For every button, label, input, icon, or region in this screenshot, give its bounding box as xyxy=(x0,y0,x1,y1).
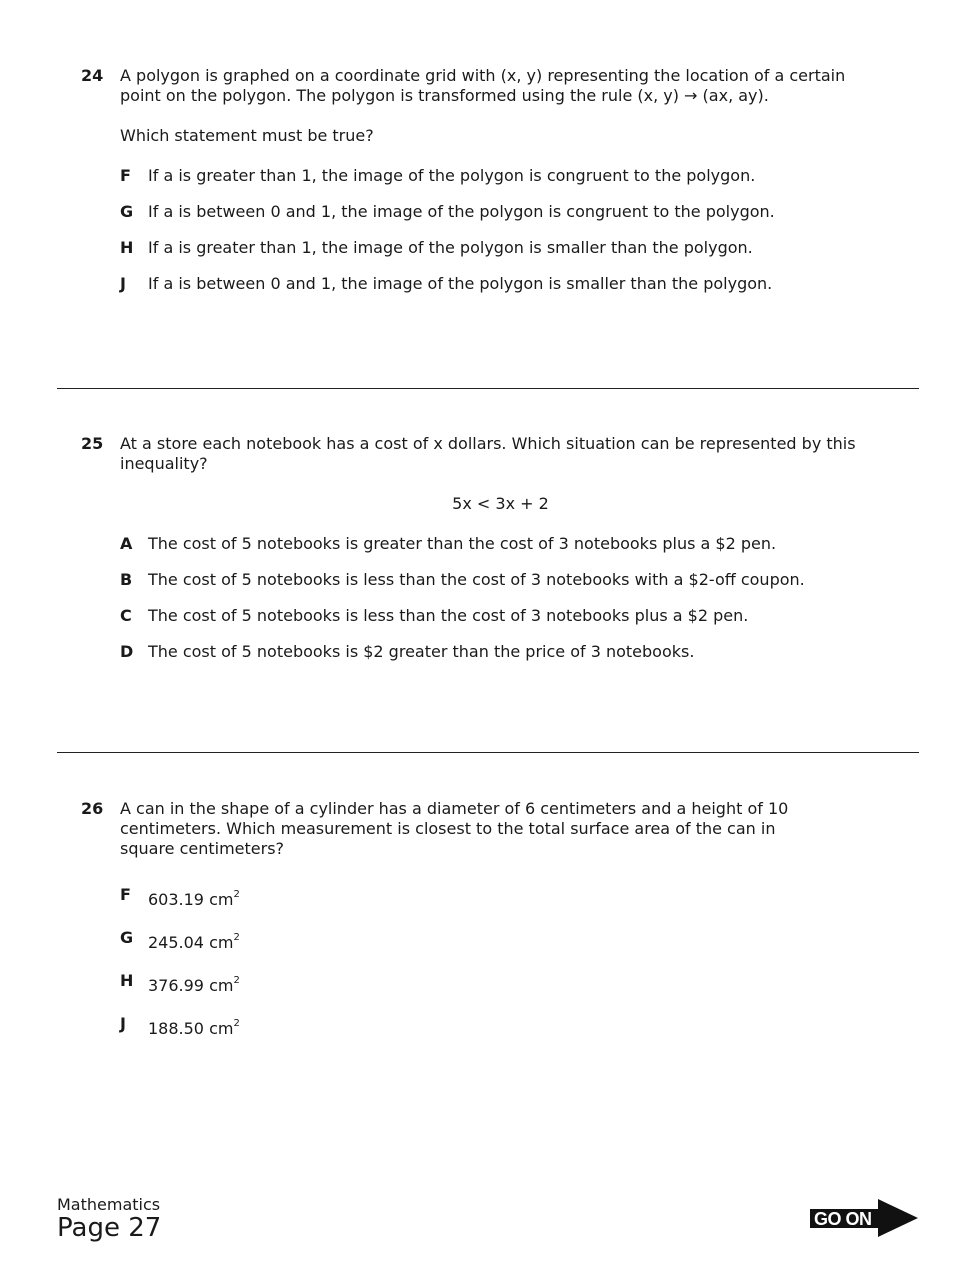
go-on-label: GO ON xyxy=(814,1209,872,1229)
stem-text: A polygon is graphed on a coordinate grid with (x, y) representing the location of a certain point on the polygon. The polygon is transformed using the rule (x, y) → (ax, ay). xyxy=(120,66,846,105)
answer-choice-b[interactable] xyxy=(120,570,881,606)
choice-letter: H xyxy=(120,971,134,990)
choice-letter: G xyxy=(120,928,134,947)
choice-text: If a is between 0 and 1, the image of the polygon is congruent to the polygon. xyxy=(148,202,775,221)
question-25 xyxy=(81,434,881,678)
choice-text: If a is greater than 1, the image of the polygon is congruent to the polygon. xyxy=(148,166,756,185)
choice-letter: F xyxy=(120,166,131,185)
answer-choices xyxy=(120,166,881,310)
question-stem xyxy=(120,799,810,859)
answer-choice-f[interactable] xyxy=(120,885,881,928)
answer-choice-c[interactable] xyxy=(120,606,881,642)
choice-value: 376.99 $cm^2$ xyxy=(148,975,240,995)
choice-letter: G xyxy=(120,202,134,221)
answer-choice-d[interactable] xyxy=(120,642,881,678)
stem-prompt: Which statement must be true? xyxy=(120,126,374,145)
choice-text: The cost of 5 notebooks is $2 greater than the price of 3 notebooks. xyxy=(148,642,695,661)
choice-letter: B xyxy=(120,570,133,589)
question-number: 26 xyxy=(81,799,104,818)
footer-page-number: Page 27 xyxy=(57,1213,162,1243)
stem-text: A can in the shape of a cylinder has a diameter of 6 centimeters and a height of 10 centimeters. Which measurement is closest to the total surface area of the can in square centimeters? xyxy=(120,799,789,858)
section-divider xyxy=(57,752,919,753)
answer-choice-j[interactable] xyxy=(120,1014,881,1057)
question-stem xyxy=(120,66,881,146)
answer-choices xyxy=(120,534,881,678)
choice-value: 245.04 $cm^2$ xyxy=(148,932,240,952)
section-divider xyxy=(57,388,919,389)
choice-letter: C xyxy=(120,606,132,625)
choice-letter: A xyxy=(120,534,133,553)
choice-text: If a is between 0 and 1, the image of the polygon is smaller than the polygon. xyxy=(148,274,773,293)
answer-choice-g[interactable] xyxy=(120,928,881,971)
answer-choice-h[interactable] xyxy=(120,238,881,274)
answer-choice-f[interactable] xyxy=(120,166,881,202)
choice-letter: H xyxy=(120,238,134,257)
question-24 xyxy=(81,66,881,310)
question-stem xyxy=(120,434,881,514)
question-number: 25 xyxy=(81,434,104,453)
question-26 xyxy=(81,799,881,1057)
choice-letter: J xyxy=(120,274,126,293)
inequality: 5x < 3x + 2 xyxy=(452,494,549,513)
choice-text: If a is greater than 1, the image of the polygon is smaller than the polygon. xyxy=(148,238,753,257)
answer-choice-g[interactable] xyxy=(120,202,881,238)
go-on-button[interactable] xyxy=(810,1197,920,1239)
choice-letter: F xyxy=(120,885,131,904)
choice-value: 603.19 $cm^2$ xyxy=(148,889,240,909)
choice-text: The cost of 5 notebooks is less than the cost of 3 notebooks plus a $2 pen. xyxy=(148,606,749,625)
choice-letter: J xyxy=(120,1014,126,1033)
answer-choice-h[interactable] xyxy=(120,971,881,1014)
footer-subject: Mathematics xyxy=(57,1195,161,1214)
question-number: 24 xyxy=(81,66,104,85)
answer-choice-a[interactable] xyxy=(120,534,881,570)
answer-choice-j[interactable] xyxy=(120,274,881,310)
choice-text: The cost of 5 notebooks is less than the cost of 3 notebooks with a $2-off coupon. xyxy=(148,570,805,589)
choice-text: The cost of 5 notebooks is greater than the cost of 3 notebooks plus a $2 pen. xyxy=(148,534,777,553)
stem-text: At a store each notebook has a cost of x dollars. Which situation can be represented by this inequality? xyxy=(120,434,856,473)
choice-value: 188.50 $cm^2$ xyxy=(148,1018,240,1038)
choice-letter: D xyxy=(120,642,134,661)
answer-choices xyxy=(120,885,881,1057)
